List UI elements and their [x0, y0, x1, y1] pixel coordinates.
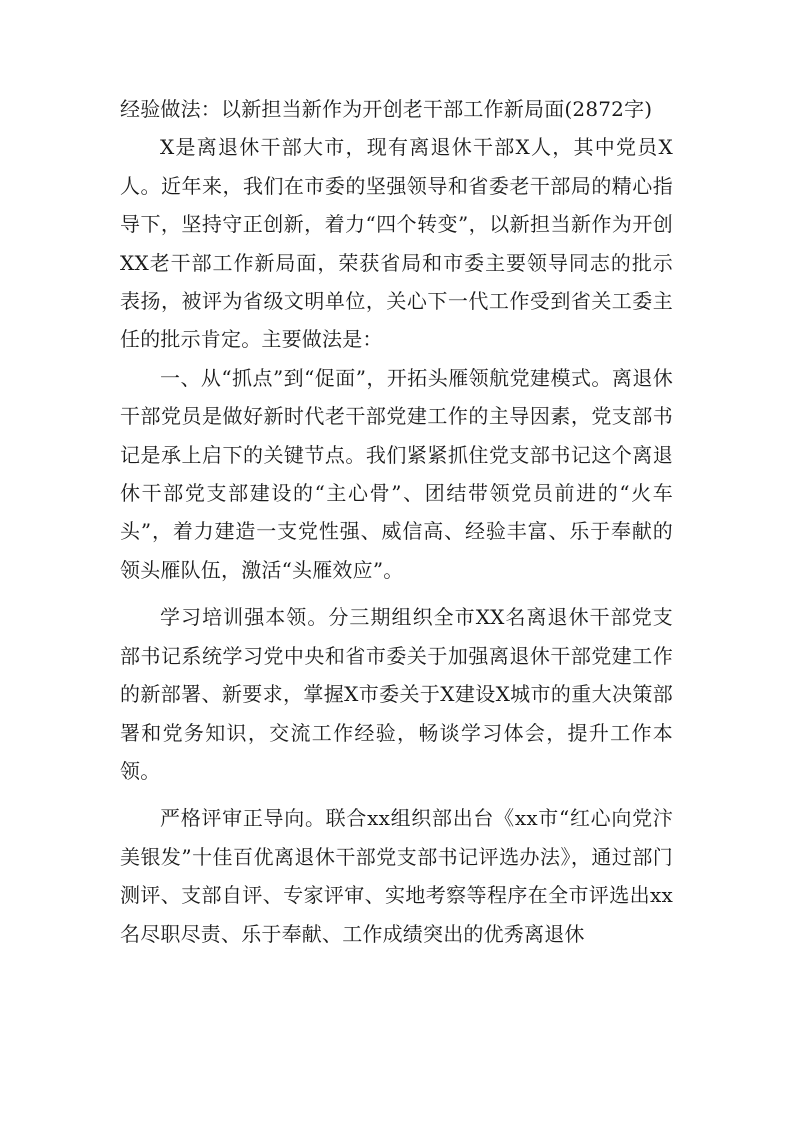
paragraph-study-training: 学习培训强本领。分三期组织全市XX名离退休干部党支部书记系统学习党中央和省市委关于加强离退休干部党建工作的新部署、新要求，掌握X市委关于X建设X城市的重大决策部署和党务知识，交流工作经验，畅谈学习体会，提升工作本领。: [120, 605, 673, 783]
document-title: 经验做法：以新担当新作为开创老干部工作新局面(2872字): [120, 97, 653, 121]
paragraph-section-one: 一、从“抓点”到“促面”，开拓头雁领航党建模式。离退休干部党员是做好新时代老干部党建工作的主导因素，党支部书记是承上启下的关键节点。我们紧紧抓住党支部书记这个离退休干部党支部建设的“主心骨”、团结带领党员前进的“火车头”，着力建造一支党性强、威信高、经验丰富、乐于奉献的领头雁队伍，激活“头雁效应”。: [120, 365, 673, 582]
paragraph-intro: X是离退休干部大市，现有离退休干部X人，其中党员X人。近年来，我们在市委的坚强领导和省委老干部局的精心指导下，坚持守正创新，着力“四个转变”，以新担当新作为开创XX老干部工作新局面，荣获省局和市委主要领导同志的批示表扬，被评为省级文明单位，关心下一代工作受到省关工委主任的批示肯定。主要做法是：: [120, 135, 673, 352]
document-page: [120, 90, 673, 953]
paragraph-strict-review: 严格评审正导向。联合xx组织部出台《xx市“红心向党汴美银发”十佳百优离退休干部党支部书记评选办法》，通过部门测评、支部自评、专家评审、实地考察等程序在全市评选出xx名尽职尽责、乐于奉献、工作成绩突出的优秀离退休: [120, 806, 673, 946]
